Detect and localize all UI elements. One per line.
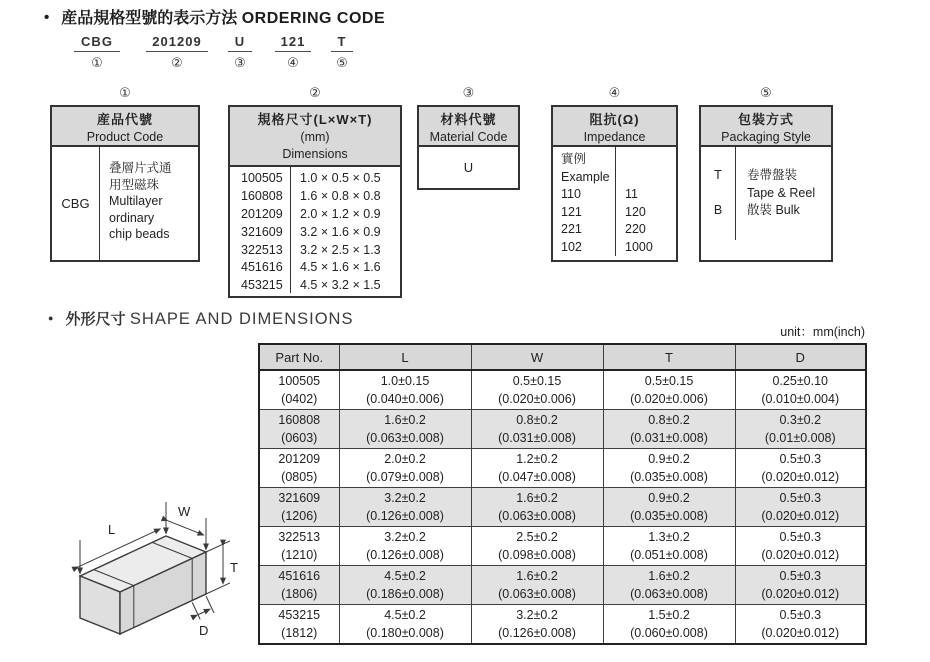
desc-line: 用型磁珠 [109, 177, 160, 192]
part-no-cell [259, 605, 339, 645]
cell-line: (0.063±0.008) [630, 587, 708, 601]
dimension-cell [339, 566, 471, 605]
packaging-desc: 卷帶盤裝 [747, 168, 798, 182]
code-part-value: 201209 [146, 34, 208, 52]
cell-line: 0.3±0.2 [779, 413, 822, 427]
code-part-number: ③ [234, 55, 246, 70]
box-number-5: ⑤ [760, 85, 772, 100]
title-en: SHAPE AND DIMENSIONS [129, 310, 354, 328]
header-zh: 産品代號 [96, 112, 153, 127]
dimension-cell [471, 488, 603, 527]
cell-line: (0.126±0.008) [366, 548, 444, 562]
size-code: 201209 [241, 206, 283, 221]
impedance-example: 221 [561, 222, 582, 236]
cell-line: (0402) [281, 392, 318, 406]
cell-line: (0.01±0.008) [764, 431, 836, 445]
code-part-value: T [331, 34, 353, 52]
dimension-cell [471, 449, 603, 488]
cell-line: (0.020±0.012) [761, 626, 840, 640]
dimension-label-t: T [230, 560, 238, 575]
table-row [259, 370, 866, 410]
cell-line: (1210) [281, 548, 318, 562]
cell-line: 3.2±0.2 [384, 530, 426, 544]
cell-line: (0.031±0.008) [498, 431, 576, 445]
size-value: 4.5 × 1.6 × 1.6 [300, 260, 381, 275]
cell-line: (0.047±0.008) [498, 470, 576, 484]
dimension-cell [339, 605, 471, 645]
col-header-d: D [735, 344, 866, 370]
impedance-example: 110 [561, 187, 581, 201]
size-code: 160808 [241, 188, 283, 203]
product-description [100, 147, 198, 260]
part-no-cell [259, 488, 339, 527]
dimension-cell [471, 410, 603, 449]
code-part-number: ⑤ [336, 55, 348, 70]
packaging-header [701, 107, 831, 147]
size-value: 1.6 × 0.8 × 0.8 [300, 188, 381, 203]
code-part [146, 34, 208, 71]
desc-line: chip beads [109, 227, 170, 241]
cell-line: 4.5±0.2 [384, 608, 426, 622]
col-header-l: L [339, 344, 471, 370]
size-value: 1.0 × 0.5 × 0.5 [300, 171, 381, 185]
packaging-desc: Tape & Reel [747, 185, 816, 200]
title-en: ORDERING CODE [241, 10, 386, 27]
cell-line: (0.020±0.012) [761, 470, 840, 484]
size-code-column [230, 167, 291, 293]
cell-line: (0.079±0.008) [366, 470, 444, 484]
code-part [228, 34, 252, 71]
code-part [275, 34, 311, 71]
cell-line: 321609 [278, 491, 321, 505]
dimension-cell [603, 449, 735, 488]
cell-line: 1.2±0.2 [516, 452, 558, 466]
cell-line: (1812) [281, 626, 318, 640]
size-value: 4.5 × 3.2 × 1.5 [300, 278, 381, 293]
size-code: 453215 [241, 278, 283, 293]
cell-line: (0.020±0.012) [761, 587, 840, 601]
dimension-cell [603, 370, 735, 410]
cell-line: 0.5±0.3 [779, 452, 822, 466]
cell-line: (0.126±0.008) [366, 509, 444, 523]
code-part [331, 34, 353, 71]
cell-line: (0.035±0.008) [630, 470, 708, 484]
dimension-cell [735, 527, 866, 566]
col-header-part-no: Part No. [259, 344, 339, 370]
table-row [259, 605, 866, 645]
packaging-code: T [714, 168, 722, 182]
desc-line: 叠層片式通 [109, 161, 172, 175]
cell-line: 2.0±0.2 [384, 452, 426, 466]
desc-line: ordinary [109, 210, 155, 225]
size-value: 3.2 × 2.5 × 1.3 [300, 242, 381, 257]
dimension-cell [471, 605, 603, 645]
impedance-example-column [553, 147, 616, 256]
impedance-value: 11 [625, 187, 638, 201]
bullet-icon: ● [48, 313, 54, 323]
dimension-cell [735, 566, 866, 605]
impedance-example: 102 [561, 239, 582, 254]
dimension-cell [603, 566, 735, 605]
dimensions-table-body [259, 370, 866, 644]
cell-line: 1.6±0.2 [516, 491, 558, 505]
cell-line: 0.8±0.2 [648, 413, 690, 427]
impedance-example: Example [561, 169, 610, 184]
part-no-cell [259, 410, 339, 449]
col-header-t: T [603, 344, 735, 370]
box-number-3: ③ [462, 85, 475, 100]
dimension-cell [735, 488, 866, 527]
size-value: 3.2 × 1.6 × 0.9 [300, 224, 381, 239]
dimension-cell [603, 605, 735, 645]
cell-line: (0.063±0.008) [498, 587, 576, 601]
cell-line: (0.020±0.006) [498, 392, 576, 406]
cell-line: 322513 [278, 530, 321, 544]
cell-line: 0.9±0.2 [648, 491, 690, 505]
box-number-4: ④ [608, 85, 621, 100]
packaging-desc: 散裝 Bulk [747, 203, 800, 217]
cell-line: 0.9±0.2 [648, 452, 690, 466]
size-value: 2.0 × 1.2 × 0.9 [300, 206, 381, 221]
cell-line: (0.063±0.008) [498, 509, 576, 523]
cell-line: (0.010±0.004) [761, 392, 840, 406]
title-zh: 産品規格型號的表示方法 [61, 10, 238, 27]
size-value-column [291, 170, 400, 296]
code-part [74, 34, 120, 71]
cell-line: (0.020±0.006) [630, 392, 708, 406]
dimension-cell [339, 527, 471, 566]
impedance-value: 1000 [625, 239, 653, 254]
header-zh: 阻抗(Ω) [589, 112, 640, 127]
cell-line: 1.6±0.2 [648, 569, 690, 583]
desc-line: Multilayer [109, 194, 163, 208]
cell-line: (0.035±0.008) [630, 509, 708, 523]
dimension-cell [471, 527, 603, 566]
dimension-label-w: W [178, 504, 191, 519]
cell-line: 0.5±0.15 [512, 374, 562, 388]
cell-line: 0.5±0.3 [779, 491, 822, 505]
cell-line: (0.186±0.008) [366, 587, 444, 601]
cell-line: 1.6±0.2 [516, 569, 558, 583]
impedance-value [625, 169, 676, 187]
code-part-number: ② [171, 55, 183, 70]
cell-line: 160808 [278, 413, 321, 427]
impedance-value: 220 [625, 222, 646, 236]
header-en: Packaging Style [721, 130, 811, 144]
header-en: Impedance [583, 130, 646, 144]
header-zh: 材料代號 [440, 112, 497, 127]
dimension-cell [339, 488, 471, 527]
cell-line: 1.5±0.2 [648, 608, 690, 622]
impedance-value-column [616, 151, 676, 260]
dimension-cell [471, 370, 603, 410]
cell-line: 3.2±0.2 [384, 491, 426, 505]
code-part-value: 121 [275, 34, 311, 52]
cell-line: (0.126±0.008) [498, 626, 576, 640]
part-no-cell [259, 370, 339, 410]
packaging-code [701, 185, 735, 203]
packaging-box [699, 105, 833, 262]
size-code: 100505 [241, 171, 283, 185]
code-part-value: CBG [74, 34, 120, 52]
cell-line: 0.25±0.10 [772, 374, 829, 388]
cell-line: (0.063±0.008) [366, 431, 444, 445]
header-en: Product Code [86, 130, 164, 144]
material-code-value: U [463, 160, 474, 175]
unit-label: unit：mm(inch) [780, 325, 865, 339]
table-header-row [259, 344, 866, 370]
size-code: 322513 [241, 242, 283, 257]
cell-line: (0.098±0.008) [498, 548, 576, 562]
impedance-box [551, 105, 678, 262]
product-code-value: CBG [52, 147, 100, 260]
shape-dimensions-title [48, 308, 353, 329]
impedance-example: 121 [561, 204, 582, 219]
part-no-cell [259, 527, 339, 566]
product-code-header [52, 107, 198, 147]
cell-line: (0.180±0.008) [366, 626, 444, 640]
packaging-desc-column [736, 167, 831, 260]
impedance-value [625, 151, 676, 169]
cell-line: 2.5±0.2 [516, 530, 558, 544]
material-code-box [417, 105, 520, 190]
impedance-example: 實例 [561, 152, 587, 166]
product-code-box [50, 105, 200, 262]
dimensions-table [258, 343, 867, 645]
dimension-cell [735, 605, 866, 645]
dimension-cell [339, 370, 471, 410]
cell-line: (0603) [281, 431, 318, 445]
table-row [259, 566, 866, 605]
table-row [259, 449, 866, 488]
cell-line: 0.5±0.3 [779, 608, 822, 622]
impedance-value: 120 [625, 204, 646, 219]
header-en: Material Code [429, 130, 508, 144]
cell-line: (0805) [281, 470, 318, 484]
cell-line: 1.3±0.2 [648, 530, 690, 544]
part-no-cell [259, 449, 339, 488]
cell-line: 0.5±0.3 [779, 569, 822, 583]
cell-line: 0.8±0.2 [516, 413, 558, 427]
box-number-1: ① [119, 85, 131, 100]
box-number-2: ② [309, 85, 321, 100]
dimension-cell [735, 410, 866, 449]
code-part-number: ① [91, 55, 103, 70]
dimension-cell [735, 449, 866, 488]
cell-line: 451616 [278, 569, 321, 583]
cell-line: (0.060±0.008) [630, 626, 708, 640]
cell-line: 453215 [278, 608, 321, 622]
size-code: 321609 [241, 224, 283, 239]
title-zh: 外形尺寸 [65, 311, 126, 328]
header-zh: 規格尺寸(L×W×T) [257, 112, 373, 127]
cell-line: 1.6±0.2 [384, 413, 426, 427]
code-part-number: ④ [287, 55, 299, 70]
table-row [259, 410, 866, 449]
dimension-cell [735, 370, 866, 410]
dimension-t-lines [206, 541, 230, 594]
code-part-value: U [228, 34, 252, 52]
size-code: 451616 [241, 260, 283, 275]
col-header-w: W [471, 344, 603, 370]
dimension-cell [339, 449, 471, 488]
chip-dimensions-diagram [58, 480, 253, 648]
cell-line: (0.031±0.008) [630, 431, 708, 445]
dimension-cell [471, 566, 603, 605]
header-zh: 包裝方式 [737, 112, 794, 127]
table-row [259, 527, 866, 566]
cell-line: (1806) [281, 587, 318, 601]
cell-line: (1206) [281, 509, 318, 523]
cell-line: (0.020±0.012) [761, 509, 840, 523]
dimension-cell [603, 488, 735, 527]
cell-line: 3.2±0.2 [516, 608, 558, 622]
cell-line: 201209 [278, 452, 321, 466]
cell-line: (0.040±0.006) [366, 392, 444, 406]
dimension-cell [339, 410, 471, 449]
impedance-header [553, 107, 676, 147]
cell-line: 1.0±0.15 [380, 374, 430, 388]
part-no-cell [259, 566, 339, 605]
cell-line: 100505 [278, 374, 321, 388]
header-mid: (mm) [300, 130, 330, 144]
dimensions-header [230, 107, 400, 167]
dimension-label-l: L [108, 522, 116, 537]
cell-line: 0.5±0.15 [644, 374, 694, 388]
ordering-code-title [44, 5, 385, 28]
dimensions-code-box [228, 105, 402, 298]
cell-line: (0.020±0.012) [761, 548, 840, 562]
header-en: Dimensions [282, 147, 348, 161]
cell-line: 4.5±0.2 [384, 569, 426, 583]
dimension-label-d: D [199, 623, 209, 638]
table-row [259, 488, 866, 527]
packaging-code: B [713, 203, 723, 217]
packaging-code-column [701, 147, 736, 240]
dimension-cell [603, 527, 735, 566]
material-header [419, 107, 518, 147]
bullet-icon: • [44, 9, 50, 26]
cell-line: (0.051±0.008) [630, 548, 708, 562]
dimension-cell [603, 410, 735, 449]
cell-line: 0.5±0.3 [779, 530, 822, 544]
